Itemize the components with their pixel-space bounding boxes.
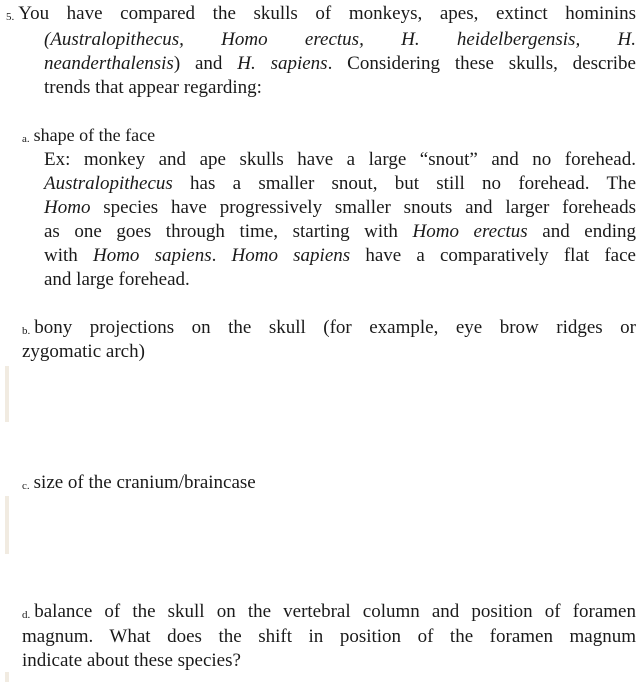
answer-space-mark-b	[5, 366, 9, 422]
question-line-3: neanderthalensis) and H. sapiens. Considering these skulls, describe	[44, 53, 636, 74]
part-d-line-3: indicate about these species?	[22, 650, 241, 671]
part-a-answer-line-2: Australopithecus has a smaller snout, but still no forehead. The	[44, 173, 636, 194]
part-a-prompt: a. shape of the face	[22, 125, 156, 145]
part-d-marker: d.	[22, 609, 31, 621]
part-a-answer-line-4: as one goes through time, starting with Homo erectus and ending	[44, 221, 636, 242]
part-a-answer-line-3: Homo species have progressively smaller snouts and larger foreheads	[44, 197, 636, 218]
answer-space-mark-d	[5, 672, 9, 682]
question-line-2: (Australopithecus, Homo erectus, H. heidelbergensis, H.	[44, 29, 636, 50]
part-b-line-2: zygomatic arch)	[22, 341, 145, 362]
part-b-line-1: b. bony projections on the skull (for example, eye brow ridges or	[22, 317, 636, 338]
question-line-1: 5. You have compared the skulls of monkeys, apes, extinct hominins	[6, 3, 636, 24]
part-a-answer-line-1: Ex: monkey and ape skulls have a large “snout” and no forehead.	[44, 149, 636, 170]
part-b-marker: b.	[22, 325, 31, 337]
part-a-answer-line-6: and large forehead.	[44, 269, 190, 290]
question-line-4: trends that appear regarding:	[44, 77, 262, 98]
question-number: 5.	[6, 11, 15, 23]
part-a-marker: a.	[22, 133, 30, 145]
part-c-line-1: c. size of the cranium/braincase	[22, 472, 256, 493]
part-c-marker: c.	[22, 480, 30, 492]
part-d-line-1: d. balance of the skull on the vertebral column and position of foramen	[22, 601, 636, 622]
answer-space-mark-c	[5, 496, 9, 554]
part-d-line-2: magnum. What does the shift in position of the foramen magnum	[22, 626, 636, 647]
part-a-answer-line-5: with Homo sapiens. Homo sapiens have a comparatively flat face	[44, 245, 636, 266]
